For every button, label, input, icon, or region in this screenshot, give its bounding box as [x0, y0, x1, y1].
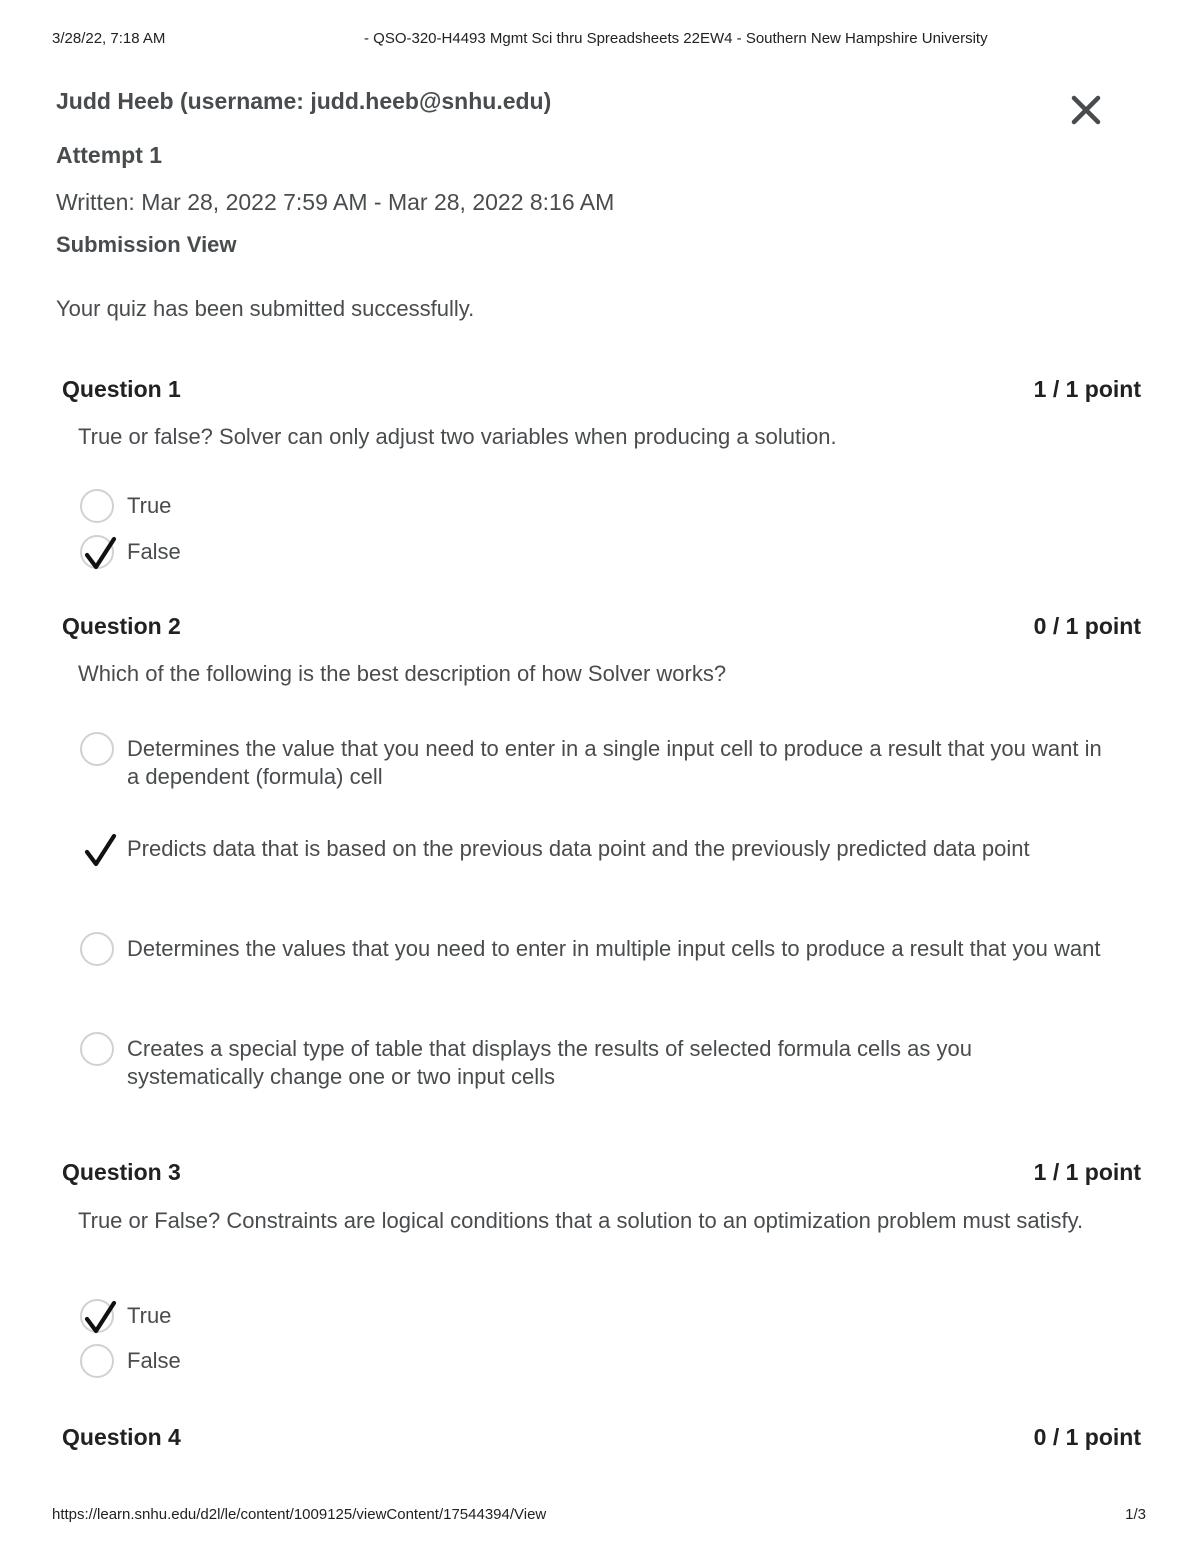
radio-selected[interactable]	[80, 1299, 114, 1333]
option-label: Creates a special type of table that displays the results of selected formula cells as you systematically change one or two input cells	[127, 1036, 972, 1089]
answer-option[interactable]	[80, 538, 181, 569]
question-title: Question 4	[62, 1424, 181, 1450]
print-header	[0, 28, 1200, 50]
view-label: Submission View	[56, 232, 237, 257]
question-title: Question 2	[62, 613, 181, 639]
written-timestamp: Written: Mar 28, 2022 7:59 AM - Mar 28, 2022 8:16 AM	[56, 189, 615, 215]
radio-unselected[interactable]	[80, 489, 114, 523]
radio-unselected[interactable]	[80, 932, 114, 966]
answer-option[interactable]	[80, 492, 171, 523]
option-label: True	[127, 493, 172, 518]
question-text: True or false? Solver can only adjust two variables when producing a solution.	[78, 424, 837, 449]
checkmark-icon	[82, 1297, 118, 1337]
answer-option[interactable]	[80, 1302, 171, 1333]
close-icon	[1071, 95, 1101, 125]
submission-status: Your quiz has been submitted successfully.	[56, 296, 475, 321]
question-points: 0 / 1 point	[1033, 1424, 1141, 1450]
radio-unselected[interactable]	[80, 732, 114, 766]
question-points: 1 / 1 point	[1033, 376, 1141, 402]
question-points: 1 / 1 point	[1033, 1159, 1141, 1185]
option-label: False	[127, 1348, 181, 1373]
print-datetime: 3/28/22, 7:18 AM	[52, 30, 166, 47]
answer-option[interactable]	[80, 835, 1102, 866]
print-page-number: 1/3	[1125, 1506, 1146, 1523]
checkmark-icon	[82, 830, 118, 870]
option-label: Determines the values that you need to enter in multiple input cells to produce a result that you want	[127, 936, 1101, 961]
attempt-label: Attempt 1	[56, 142, 163, 168]
radio-selected[interactable]	[80, 535, 114, 569]
question-points: 0 / 1 point	[1033, 613, 1141, 639]
radio-selected[interactable]	[80, 832, 114, 866]
checkmark-icon	[82, 533, 118, 573]
print-url: https://learn.snhu.edu/d2l/le/content/1009125/viewContent/17544394/View	[52, 1506, 547, 1523]
radio-unselected[interactable]	[80, 1344, 114, 1378]
answer-option[interactable]	[80, 1035, 1102, 1091]
option-label: Predicts data that is based on the previous data point and the previously predicted data point	[127, 836, 1030, 861]
answer-option[interactable]	[80, 735, 1102, 791]
option-label: True	[127, 1303, 172, 1328]
question-title: Question 3	[62, 1159, 181, 1185]
print-footer	[0, 1504, 1200, 1526]
user-name: Judd Heeb (username: judd.heeb@snhu.edu)	[56, 88, 552, 114]
answer-option[interactable]	[80, 1347, 181, 1378]
question-text: True or False? Constraints are logical conditions that a solution to an optimization problem must satisfy.	[78, 1208, 1084, 1233]
answer-option[interactable]	[80, 935, 1102, 966]
question-text: Which of the following is the best description of how Solver works?	[78, 661, 727, 686]
option-label: False	[127, 539, 181, 564]
close-button[interactable]	[1064, 88, 1108, 132]
question-title: Question 1	[62, 376, 181, 402]
print-page-title: - QSO-320-H4493 Mgmt Sci thru Spreadsheets 22EW4 - Southern New Hampshire University	[364, 30, 988, 47]
radio-unselected[interactable]	[80, 1032, 114, 1066]
option-label: Determines the value that you need to enter in a single input cell to produce a result that you want in a dependent (formula) cell	[127, 736, 1102, 789]
